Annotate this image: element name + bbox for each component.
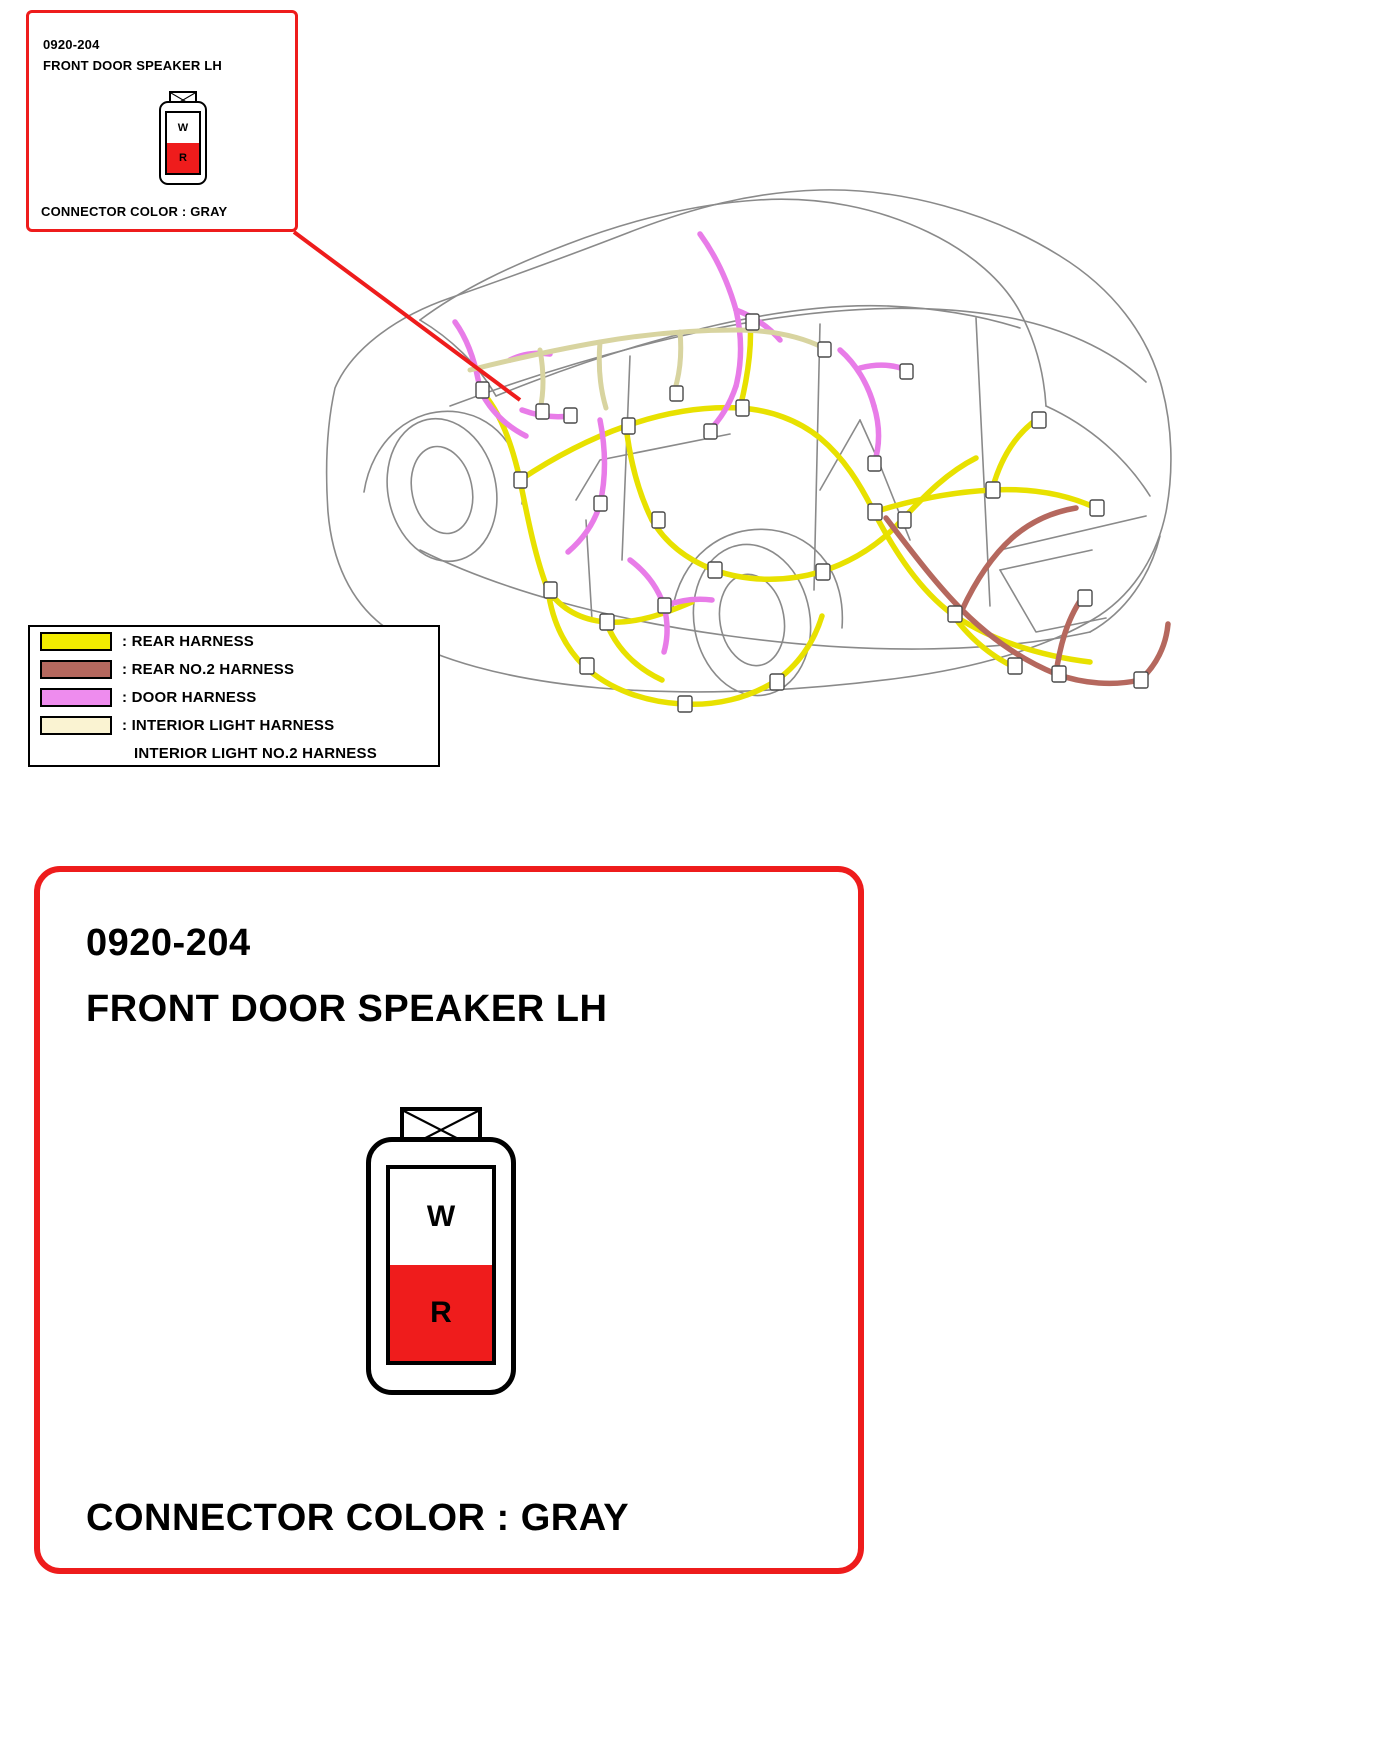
bottom-callout-name: FRONT DOOR SPEAKER LH [86, 988, 608, 1030]
connector-cell-r: R [167, 143, 199, 173]
top-callout-connector-color: CONNECTOR COLOR : GRAY [41, 204, 228, 219]
legend-swatch-door-harness [40, 688, 112, 707]
legend-label: : DOOR HARNESS [122, 688, 257, 706]
connector-cell-w: W [390, 1169, 492, 1265]
connector-pin-grid [386, 1165, 496, 1365]
top-callout-name: FRONT DOOR SPEAKER LH [43, 58, 222, 73]
legend-swatch-interior-light-harness [40, 716, 112, 735]
connector-cell-r: R [390, 1265, 492, 1361]
legend-swatch-rear-no2-harness [40, 660, 112, 679]
legend-row [30, 683, 438, 711]
legend-label: : INTERIOR LIGHT HARNESS [122, 716, 335, 734]
bottom-callout-code: 0920-204 [86, 922, 251, 964]
legend-label: : REAR NO.2 HARNESS [122, 660, 295, 678]
top-connector-callout [26, 10, 298, 232]
legend-row [30, 627, 438, 655]
connector-symbol-large [366, 1137, 516, 1395]
legend-label-continuation: INTERIOR LIGHT NO.2 HARNESS [134, 744, 377, 762]
bottom-connector-callout [34, 866, 864, 1574]
harness-color-legend [28, 625, 440, 767]
bottom-callout-connector-color: CONNECTOR COLOR : GRAY [86, 1497, 630, 1539]
legend-row-continuation [30, 739, 438, 767]
connector-cell-w: W [167, 113, 199, 143]
legend-swatch-rear-harness [40, 632, 112, 651]
legend-row [30, 711, 438, 739]
legend-row [30, 655, 438, 683]
top-callout-code: 0920-204 [43, 37, 100, 52]
connector-symbol-small [159, 101, 207, 185]
connector-pin-grid [165, 111, 201, 175]
legend-label: : REAR HARNESS [122, 632, 254, 650]
